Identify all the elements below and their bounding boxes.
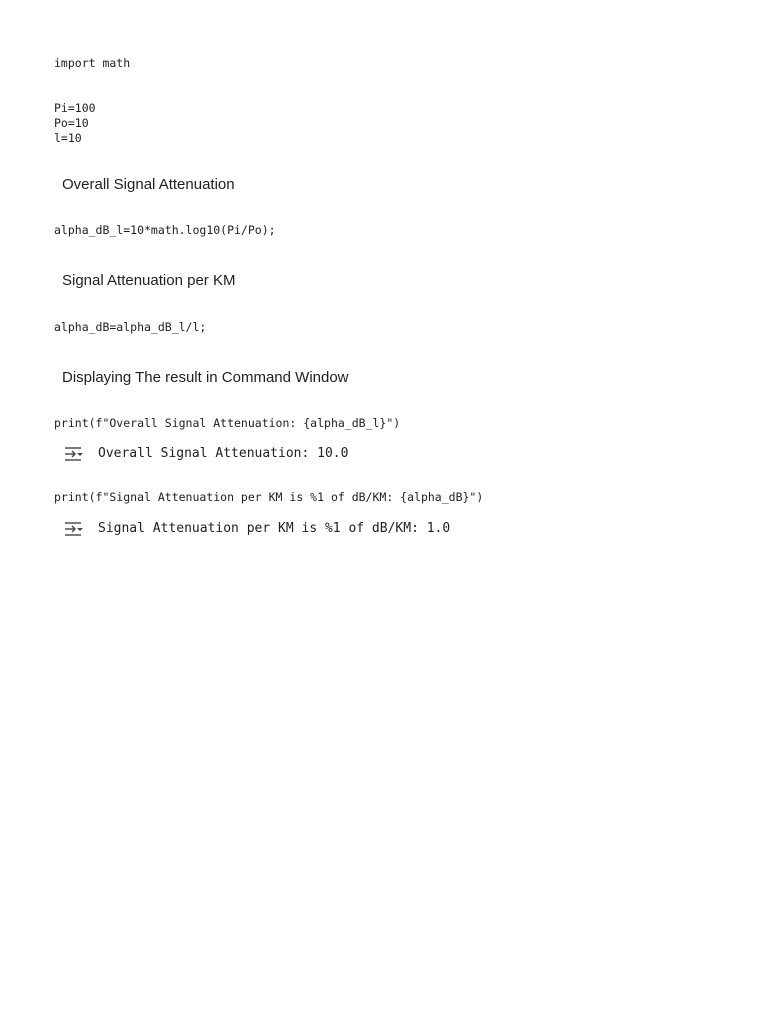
output-overall [62,443,348,465]
code-po-assignment[interactable]: Po=10 [54,116,89,130]
output-toggle-icon[interactable] [62,443,86,465]
output-toggle-icon[interactable] [62,518,86,540]
heading-displaying-result: Displaying The result in Command Window [62,369,349,386]
output-per-km [62,518,450,540]
code-alpha-total[interactable]: alpha_dB_l=10*math.log10(Pi/Po); [54,223,276,237]
code-pi-assignment[interactable]: Pi=100 [54,101,96,115]
heading-overall-signal-attenuation: Overall Signal Attenuation [62,176,235,193]
code-l-assignment[interactable]: l=10 [54,131,82,145]
code-alpha-per-km[interactable]: alpha_dB=alpha_dB_l/l; [54,320,207,334]
code-print-per-km[interactable]: print(f"Signal Attenuation per KM is %1 of dB/KM: {alpha_dB}") [54,490,484,504]
output-text-per-km: Signal Attenuation per KM is %1 of dB/KM: 1.0 [98,521,451,536]
code-print-overall[interactable]: print(f"Overall Signal Attenuation: {alpha_dB_l}") [54,416,401,430]
output-text-overall: Overall Signal Attenuation: 10.0 [98,446,349,461]
code-import-math[interactable]: import math [54,56,131,70]
heading-signal-attenuation-per-km: Signal Attenuation per KM [62,272,236,289]
